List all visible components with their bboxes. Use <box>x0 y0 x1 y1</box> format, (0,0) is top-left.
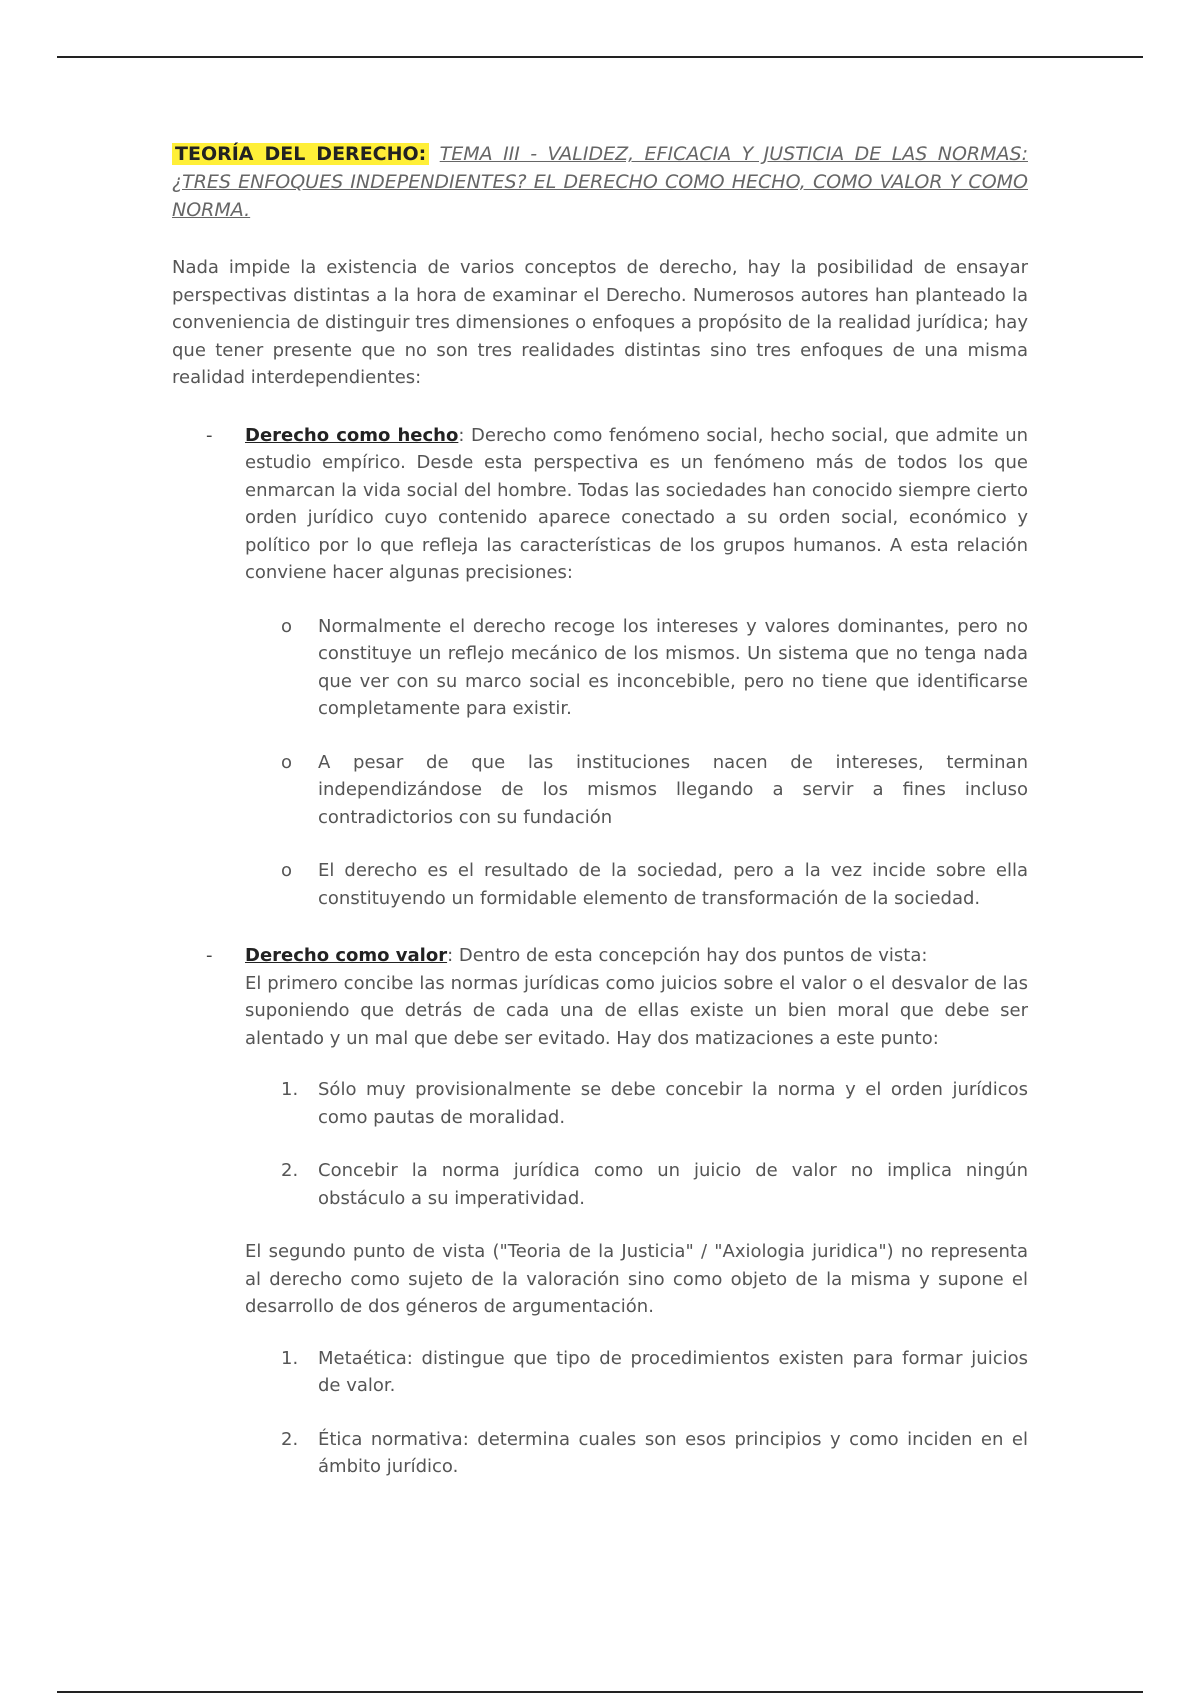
number-marker: 1. <box>281 1347 299 1369</box>
document-body <box>172 140 1028 1511</box>
list-item-text: Normalmente el derecho recoge los intereses y valores dominantes, pero no constituye un reflejo mecánico de los mismos. Un sistema que no tenga nada que ver con su marco social es inconcebible, pero no tiene que identificarse completamente para existir. <box>318 615 1028 719</box>
list-item <box>245 749 1028 832</box>
title-subtitle: TEMA III - VALIDEZ, EFICACIA Y JUSTICIA DE LAS NORMAS: ¿TRES ENFOQUES INDEPENDIENTES? EL DERECHO COMO HECHO, COMO VALOR Y COMO NORMA. <box>172 143 1028 221</box>
term-derecho-como-hecho: Derecho como hecho <box>245 424 459 446</box>
top-rule <box>57 56 1143 58</box>
intro-paragraph: Nada impide la existencia de varios conceptos de derecho, hay la posibilidad de ensayar perspectivas distintas a la hora de examinar el Derecho. Numerosos autores han planteado la conveniencia de distinguir tres dimensiones o enfoques a propósito de la realidad jurídica; hay que tener presente que no son tres realidades distintas sino tres enfoques de una misma realidad interdependientes: <box>172 257 1028 388</box>
section-2-heading <box>245 942 1028 970</box>
number-marker: 1. <box>281 1079 299 1100</box>
second-view-paragraph: El segundo punto de vista ("Teoria de la Justicia" / "Axiologia juridica") no representa al derecho como sujeto de la valoración sino como objeto de la misma y supone el desarrollo de dos géneros de argumentación. <box>245 1241 1028 1317</box>
list-item-text: A pesar de que las instituciones nacen de intereses, terminan independizándose de los mismos llegando a servir a fines incluso contradictorios con su fundación <box>318 751 1028 828</box>
list-item <box>245 613 1028 723</box>
list-item-text: El derecho es el resultado de la sociedad, pero a la vez incide sobre ella constituyendo un formidable elemento de transformación de la sociedad. <box>318 860 1028 909</box>
list-item <box>245 1157 1028 1212</box>
first-view-list <box>245 1076 1028 1212</box>
dash-bullet: - <box>206 945 213 966</box>
bottom-rule <box>57 1691 1143 1693</box>
section-derecho-como-valor <box>172 942 1028 1481</box>
dash-bullet: - <box>206 424 213 446</box>
circle-bullet: o <box>281 751 293 773</box>
list-item-text: Ética normativa: determina cuales son esos principios y como inciden en el ámbito jurídico. <box>318 1428 1028 1477</box>
section-1-paragraph <box>245 422 1028 587</box>
second-view-list <box>245 1345 1028 1481</box>
number-marker: 2. <box>281 1428 299 1450</box>
list-item <box>245 1345 1028 1400</box>
term-derecho-como-valor: Derecho como valor <box>245 945 448 966</box>
number-marker: 2. <box>281 1160 299 1181</box>
list-item-text: Sólo muy provisionalmente se debe concebir la norma y el orden jurídicos como pautas de moralidad. <box>318 1079 1028 1128</box>
section-1-text: : Derecho como fenómeno social, hecho social, que admite un estudio empírico. Desde esta perspectiva es un fenómeno más de todos los que enmarcan la vida social del hombre. Todas las sociedades han conocido siempre cierto orden jurídico cuyo contenido aparece conectado a su orden social, económico y político por lo que refleja las características de los grupos humanos. A esta relación conviene hacer algunas precisiones: <box>245 424 1029 583</box>
circle-bullet: o <box>281 615 293 637</box>
list-item-text: Concebir la norma jurídica como un juicio de valor no implica ningún obstáculo a su imperatividad. <box>318 1160 1028 1209</box>
section-2-text: : Dentro de esta concepción hay dos puntos de vista: <box>447 945 928 966</box>
circle-bullet: o <box>281 860 293 881</box>
title-highlight: TEORÍA DEL DERECHO: <box>172 143 429 165</box>
list-item-text: Metaética: distingue que tipo de procedimientos existen para formar juicios de valor. <box>318 1347 1028 1396</box>
first-view-paragraph: El primero concibe las normas jurídicas como juicios sobre el valor o el desvalor de las suponiendo que detrás de cada una de ellas existe un bien moral que debe ser alentado y un mal que debe ser evitado. Hay dos matizaciones a este punto: <box>245 972 1028 1049</box>
list-item <box>245 1426 1028 1481</box>
section-derecho-como-hecho <box>172 422 1028 913</box>
list-item <box>245 1076 1028 1131</box>
document-title <box>172 140 1028 224</box>
list-item <box>245 857 1028 912</box>
